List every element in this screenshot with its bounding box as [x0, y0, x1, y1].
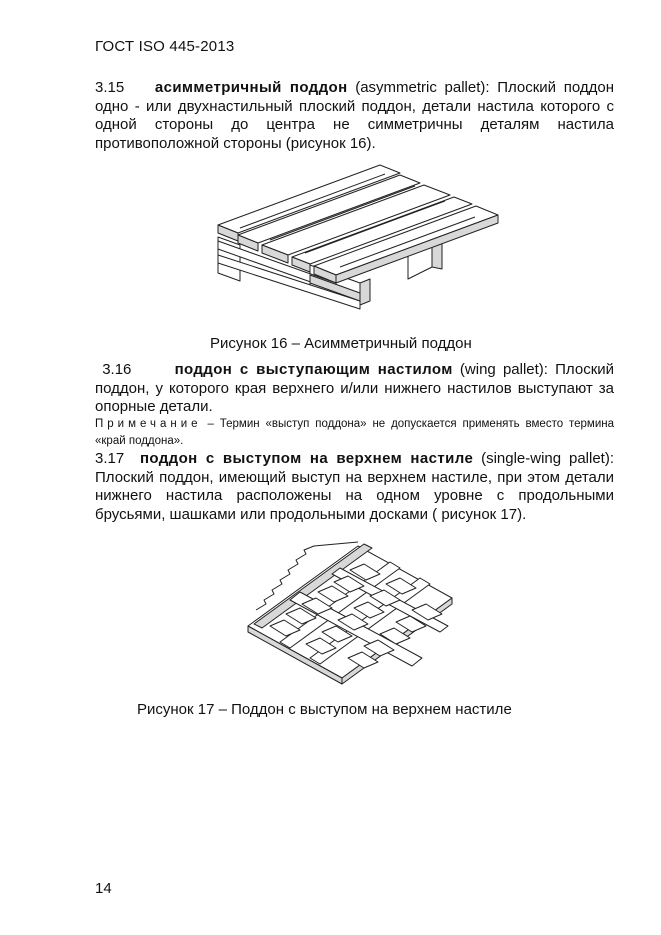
- note-text: – Термин «выступ поддона» не допускается применять вместо термина «край поддона».: [95, 418, 614, 447]
- definition: (wing pallet): Плоский поддон, у которого края верхнего и/или нижнего настилов выступают за опорные детали.: [95, 361, 615, 415]
- section-3-16: [95, 361, 614, 417]
- page-number: 14: [95, 880, 112, 897]
- definition: (asymmetric pallet): Плоский поддон одно - или двухнастильный плоский поддон, детали настила которого с одной стороны до центра не симметричны деталям настила противоположной стороны (рисунок 16).: [95, 79, 614, 152]
- definition: (single-wing pallet): Плоский поддон, имеющий выступ на верхнем настиле, при этом детали нижнего настила расположены на одном уровне с продольными брусьями, шашками или продольными досками ( рисунок 17).: [95, 450, 614, 523]
- figure-16-caption: Рисунок 16 – Асимметричный поддон: [210, 335, 472, 352]
- section-number: 3.15: [95, 79, 125, 96]
- term: асимметричный поддон: [154, 79, 348, 96]
- term: поддон с выступом на верхнем настиле: [139, 450, 474, 467]
- section-3-15: [95, 79, 614, 153]
- term: поддон с выступающим настилом: [174, 361, 453, 378]
- figure-16-asymmetric-pallet: [210, 155, 500, 310]
- section-number: 3.17: [95, 450, 125, 467]
- section-number: 3.16: [102, 361, 132, 378]
- note-label: Примечание: [95, 418, 202, 430]
- figure-17-single-wing-pallet: [240, 540, 460, 685]
- note: [95, 416, 614, 450]
- section-3-17: [95, 450, 614, 524]
- document-header: ГОСТ ISO 445-2013: [95, 38, 235, 55]
- figure-17-caption: Рисунок 17 – Поддон с выступом на верхнем настиле: [137, 701, 512, 718]
